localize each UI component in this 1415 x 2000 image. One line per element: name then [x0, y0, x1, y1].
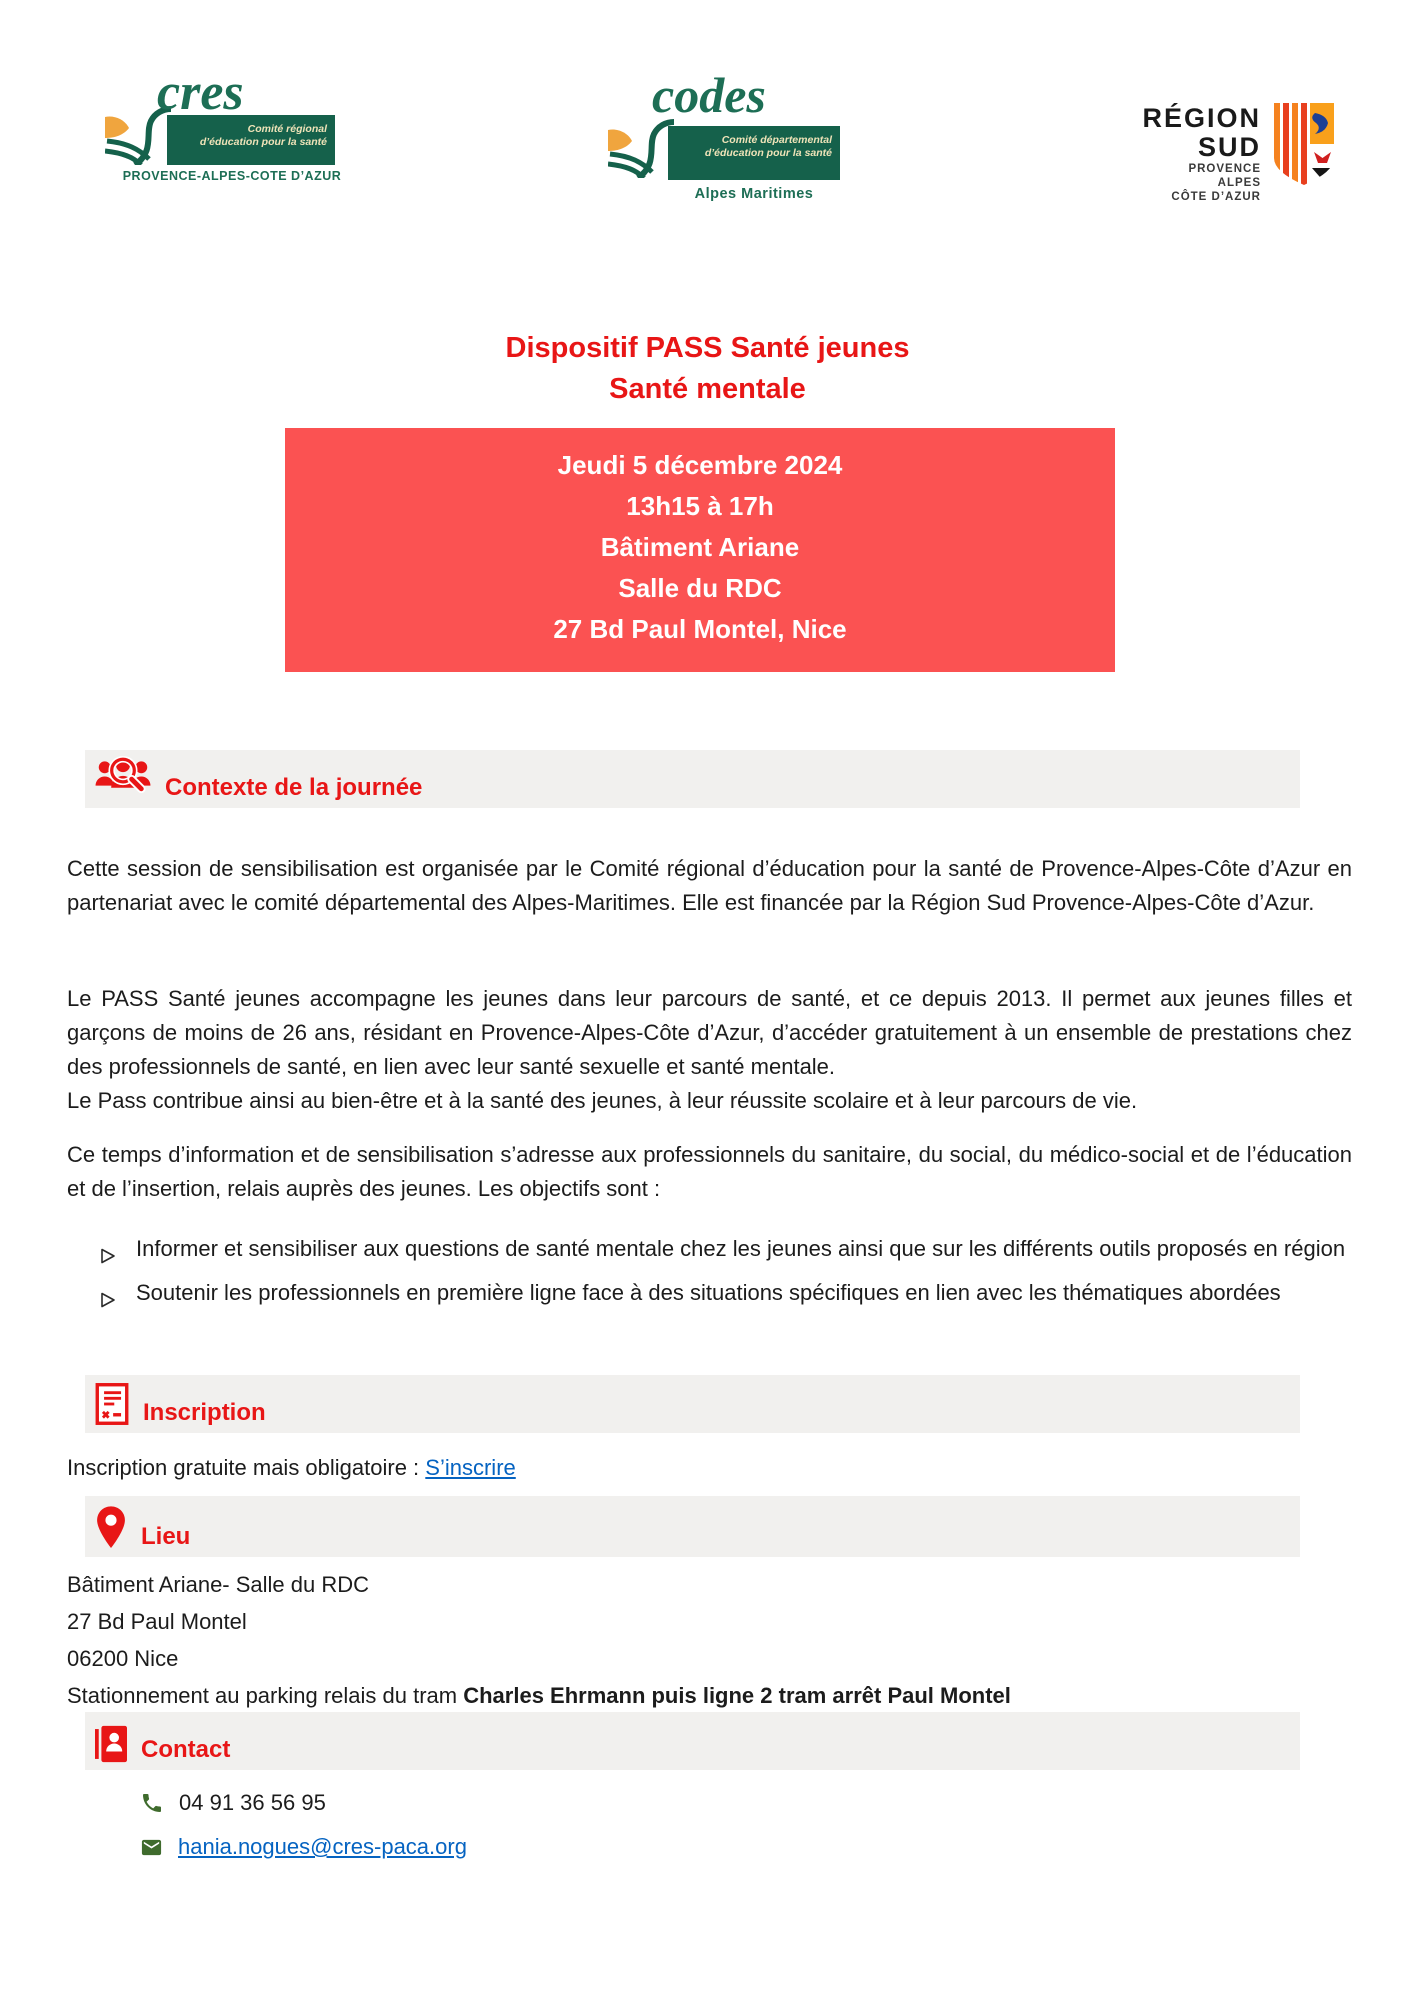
mail-icon [140, 1836, 163, 1859]
venue-line-3: 06200 Nice [67, 1646, 179, 1671]
section-band-contexte [85, 750, 1300, 808]
section-band-inscription [85, 1375, 1300, 1433]
cres-logo-acronym: cres [157, 64, 244, 121]
phone-icon [140, 1791, 164, 1815]
arrow-bullet-icon [100, 1232, 120, 1274]
codes-logo [608, 67, 840, 234]
venue-parking-line [67, 1677, 1011, 1714]
objectives-list [100, 1232, 1352, 1318]
contexte-paragraph-1: Cette session de sensibilisation est organisée par le Comité régional d’éducation pour la santé de Provence-Alpes-Côte d’Azur en partenariat avec le comité départemental des Alpes-Maritimes. Elle est financée par la Région Sud Provence-Alpes-Côte d’Azur. [67, 856, 1352, 915]
event-time: 13h15 à 17h [626, 491, 774, 521]
venue-line-2: 27 Bd Paul Montel [67, 1609, 247, 1634]
people-search-icon [95, 753, 151, 801]
codes-waves-icon [608, 116, 703, 178]
register-link[interactable]: S’inscrire [425, 1455, 516, 1480]
cres-sub-line1: Comité régional [247, 123, 327, 135]
page-title-line1: Dispositif PASS Santé jeunes [505, 332, 910, 364]
page-title-line2: Santé mentale [609, 373, 806, 405]
contact-email-row [140, 1834, 467, 1860]
contexte-paragraph-3: Ce temps d’information et de sensibilisation s’adresse aux professionnels du sanitaire, du social, du médico-social et de l’éducation et de l’insertion, relais auprès des jeunes. Les objectifs sont : [67, 1142, 1352, 1201]
list-item [100, 1276, 1352, 1318]
cres-sub-line2: d’éducation pour la santé [199, 136, 327, 148]
section-header-lieu: Lieu [141, 1523, 191, 1550]
contact-card-icon [95, 1725, 127, 1763]
region-sud-sub-line2: ALPES [1217, 177, 1261, 189]
codes-sub-line2: d’éducation pour la santé [704, 147, 832, 159]
cres-logo-footer: PROVENCE-ALPES-COTE D’AZUR [122, 169, 342, 183]
event-date: Jeudi 5 décembre 2024 [557, 450, 843, 480]
contact-phone-row [140, 1790, 326, 1816]
section-header-contexte: Contexte de la journée [165, 774, 423, 801]
objective-1: Informer et sensibiliser aux questions de santé mentale chez les jeunes ainsi que sur les différents outils proposés en région [136, 1236, 1346, 1261]
section-header-contact: Contact [141, 1736, 231, 1763]
region-sud-name-line1: RÉGION [1142, 103, 1261, 133]
event-address: 27 Bd Paul Montel, Nice [553, 614, 847, 644]
inscription-text-prefix: Inscription gratuite mais obligatoire : [67, 1455, 426, 1480]
location-pin-icon [95, 1505, 127, 1550]
region-sud-logo [1105, 98, 1335, 240]
contexte-paragraph-2 [67, 982, 1352, 1118]
region-sud-sub-line3: CÔTE D’AZUR [1171, 191, 1261, 203]
objective-2: Soutenir les professionnels en première ligne face à des situations spécifiques en lien avec les thématiques abordées [136, 1280, 1281, 1305]
event-room: Salle du RDC [618, 573, 782, 603]
arrow-bullet-icon [100, 1276, 120, 1318]
form-icon [95, 1382, 129, 1426]
codes-sub-line1: Comité départemental [721, 134, 832, 146]
venue-line-1: Bâtiment Ariane- Salle du RDC [67, 1572, 370, 1597]
codes-logo-acronym: codes [652, 67, 766, 123]
event-building: Bâtiment Ariane [600, 532, 800, 562]
section-band-lieu [85, 1496, 1300, 1557]
venue-details [67, 1566, 1011, 1714]
cres-logo [105, 64, 342, 189]
region-sud-sub-line1: PROVENCE [1188, 163, 1261, 175]
region-sud-shield-icon [1273, 102, 1335, 186]
contact-phone-number: 04 91 36 56 95 [179, 1790, 326, 1815]
region-sud-logo-text [1142, 104, 1261, 240]
contexte-paragraph-2b: Le Pass contribue ainsi au bien-être et à la santé des jeunes, à leur réussite scolaire et à leur parcours de vie. [67, 1088, 1138, 1113]
inscription-text [67, 1452, 516, 1484]
list-item [100, 1232, 1352, 1274]
contexte-paragraph-2a: Le PASS Santé jeunes accompagne les jeunes dans leur parcours de santé, et ce depuis 2013. Il permet aux jeunes filles et garçons de moins de 26 ans, résidant en Provence-Alpes-Côte d’Azur, d’accéder gratuitement à un ensemble de prestations chez des professionnels de santé, en lien avec leur santé sexuelle et santé mentale. [67, 986, 1352, 1079]
event-details-box [285, 428, 1115, 672]
section-band-contact [85, 1712, 1300, 1770]
region-sud-name-line2: SUD [1197, 132, 1261, 162]
page-title [0, 328, 1415, 410]
parking-text: Stationnement au parking relais du tram [67, 1683, 464, 1708]
section-header-inscription: Inscription [143, 1399, 266, 1426]
contact-email-link[interactable]: hania.nogues@cres-paca.org [178, 1834, 467, 1859]
codes-logo-footer: Alpes Maritimes [694, 186, 814, 202]
parking-tram-stop: Charles Ehrmann puis ligne 2 tram arrêt Paul Montel [463, 1683, 1011, 1708]
